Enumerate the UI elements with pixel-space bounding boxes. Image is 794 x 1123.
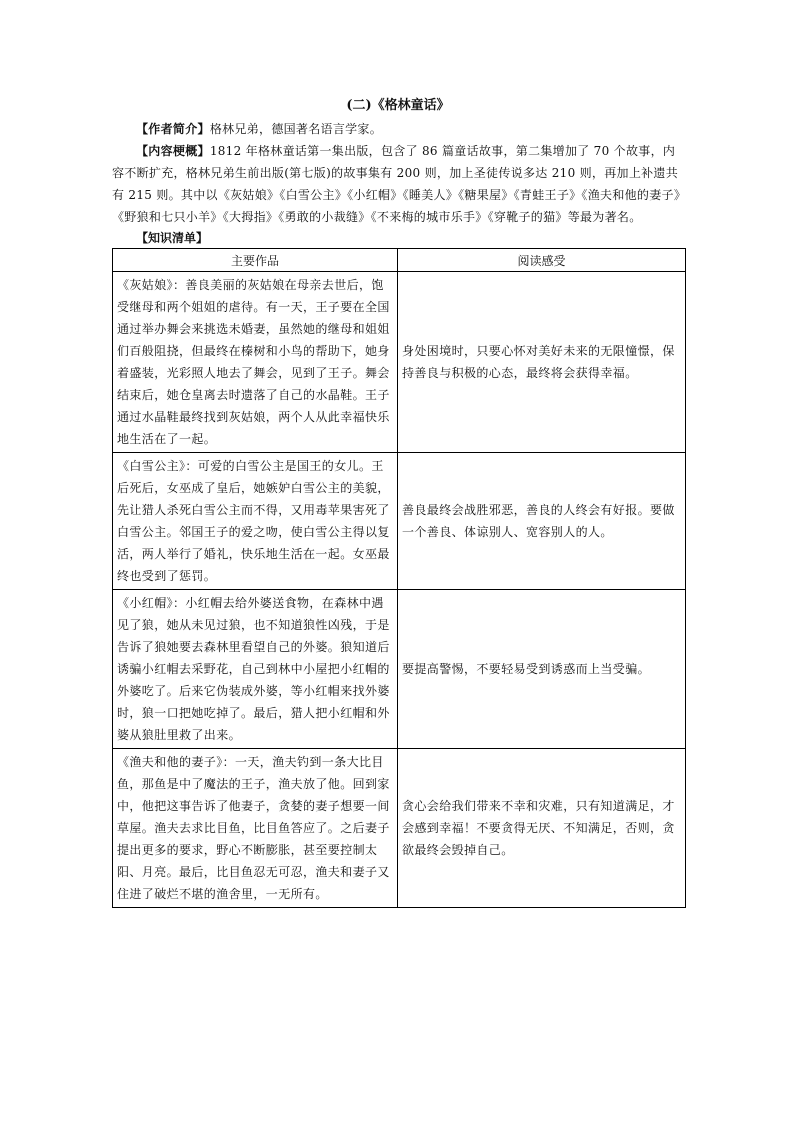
table-header-row xyxy=(113,249,686,272)
summary-text: 1812 年格林童话第一集出版，包含了 86 篇童话故事，第二集增加了 70 个故事，内容不断扩充，格林兄弟生前出版(第七版)的故事集有 200 则，加上圣徒传说多达 210 则，再加上补遗共有 215 则。其中以《灰姑娘》《白雪公主》《小红帽》《睡美人》《糖果屋》《青蛙王子》《渔夫和他的妻子》《野狼和七只小羊》《大拇指》《勇敢的小裁缝》《不来梅的城市乐手》《穿靴子的猫》等最为著名。 xyxy=(112,144,681,224)
header-feelings: 阅读感受 xyxy=(398,249,686,272)
table-row xyxy=(113,590,686,749)
feeling-cell: 身处困境时，只要心怀对美好未来的无限憧憬，保持善良与积极的心态，最终将会获得幸福。 xyxy=(398,272,686,453)
table-row xyxy=(113,453,686,590)
feeling-cell: 贪心会给我们带来不幸和灾难，只有知道满足，才会感到幸福！不要贪得无厌、不知满足，否则，贪欲最终会毁掉自己。 xyxy=(398,749,686,908)
work-cell: 《渔夫和他的妻子》：一天，渔夫钓到一条大比目鱼，那鱼是中了魔法的王子，渔夫放了他。回到家中，他把这事告诉了他妻子，贪婪的妻子想要一间草屋。渔夫去求比目鱼，比目鱼答应了。之后妻子提出更多的要求，野心不断膨胀，甚至要控制太阳、月亮。最后，比目鱼忍无可忍，渔夫和妻子又住进了破烂不堪的渔舍里，一无所有。 xyxy=(113,749,398,908)
feeling-cell: 要提高警惕，不要轻易受到诱惑而上当受骗。 xyxy=(398,590,686,749)
checklist-tag: 【知识清单】 xyxy=(136,231,209,245)
author-tag: 【作者简介】 xyxy=(136,122,210,136)
work-cell: 《白雪公主》：可爱的白雪公主是国王的女儿。王后死后，女巫成了皇后，她嫉妒白雪公主的美貌，先让猎人杀死白雪公主而不得，又用毒苹果害死了白雪公主。邻国王子的爱之吻，使白雪公主得以复活，两人举行了婚礼，快乐地生活在一起。女巫最终也受到了惩罚。 xyxy=(113,453,398,590)
summary-tag: 【内容梗概】 xyxy=(136,144,210,158)
work-cell: 《灰姑娘》：善良美丽的灰姑娘在母亲去世后，饱受继母和两个姐姐的虐待。有一天，王子要在全国通过举办舞会来挑选未婚妻，虽然她的继母和姐姐们百般阻挠，但最终在榛树和小鸟的帮助下，她身着盛装，光彩照人地去了舞会，见到了王子。舞会结束后，她仓皇离去时遗落了自己的水晶鞋。王子通过水晶鞋最终找到灰姑娘，两个人从此幸福快乐地生活在了一起。 xyxy=(113,272,398,453)
header-works: 主要作品 xyxy=(113,249,398,272)
section-title: (二)《格林童话》 xyxy=(346,98,450,113)
table-row xyxy=(113,749,686,908)
works-table xyxy=(112,248,686,908)
document-page xyxy=(112,96,684,908)
author-text: 格林兄弟，德国著名语言学家。 xyxy=(209,122,383,136)
work-cell: 《小红帽》：小红帽去给外婆送食物，在森林中遇见了狼，她从未见过狼，也不知道狼性凶残，于是告诉了狼她要去森林里看望自己的外婆。狼知道后诱骗小红帽去采野花，自己到林中小屋把小红帽的外婆吃了。后来它伪装成外婆，等小红帽来找外婆时，狼一口把她吃掉了。最后，猎人把小红帽和外婆从狼肚里救了出来。 xyxy=(113,590,398,749)
summary-paragraph xyxy=(112,140,684,228)
feeling-cell: 善良最终会战胜邪恶，善良的人终会有好报。要做一个善良、体谅别人、宽容别人的人。 xyxy=(398,453,686,590)
author-paragraph xyxy=(112,118,684,140)
table-row xyxy=(113,272,686,453)
